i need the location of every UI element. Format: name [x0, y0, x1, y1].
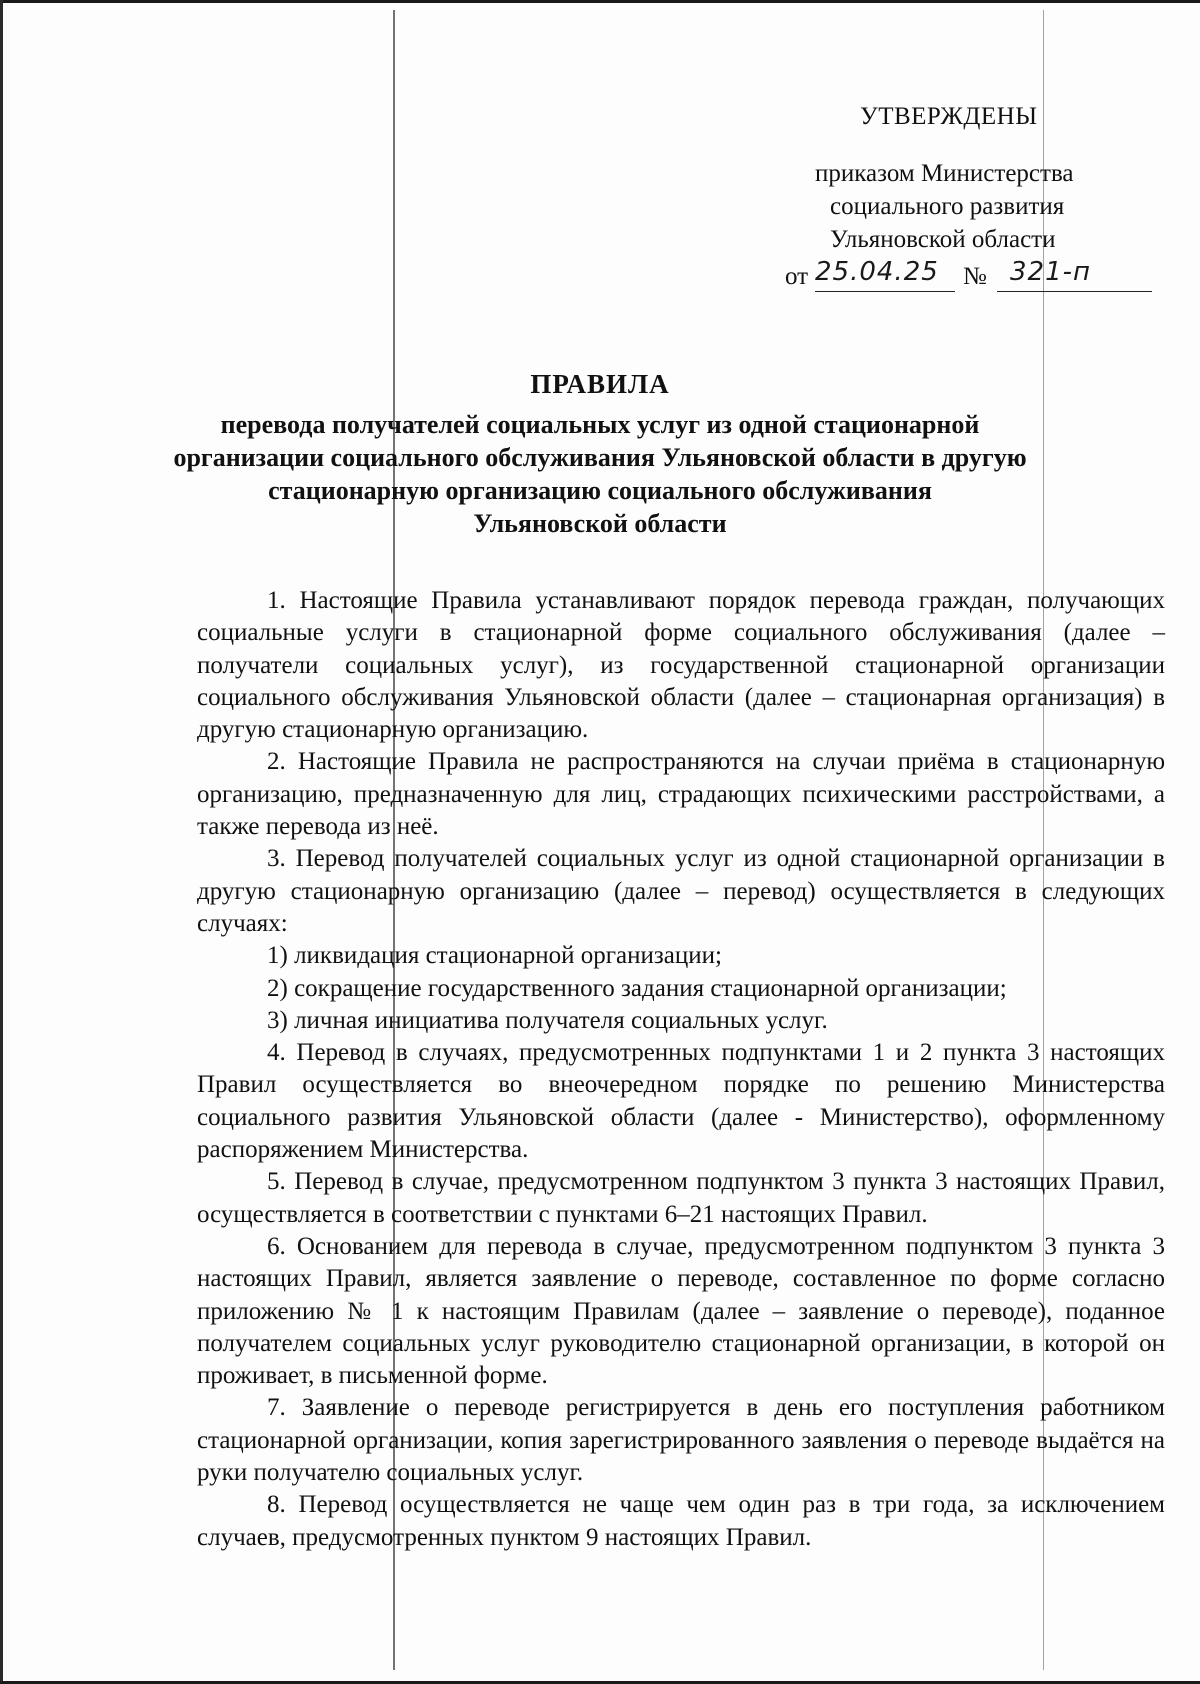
paragraph-7: 7. Заявление о переводе регистрируется в день его поступления работником стационарной организации, копия зарегистрированного заявления о переводе выдаётся на руки получателю социальных услуг.: [197, 1394, 1165, 1487]
approval-date-number-row: [785, 258, 1155, 298]
subitem-3-2: 2) сокращение государственного задания стационарной организации;: [267, 974, 1007, 1002]
approval-region-line: Ульяновской области: [830, 226, 1056, 253]
subitem-3-3: 3) личная инициатива получателя социальных услуг.: [267, 1006, 828, 1034]
document-subtitle-line: организации социального обслуживания Ульяновской области в другую: [173, 443, 1027, 472]
document-body: [197, 585, 1165, 1554]
approval-title: УТВЕРЖДЕНЫ: [860, 103, 1038, 130]
date-underline: [815, 291, 955, 292]
paragraph-8: 8. Перевод осуществляется не чаще чем один раз в три года, за исключением случаев, предусмотренных пунктом 9 настоящих Правил.: [197, 1491, 1165, 1551]
date-prefix: от: [785, 263, 809, 290]
handwritten-number: 321-п: [1010, 257, 1092, 287]
approval-order-line: приказом Министерства: [815, 160, 1074, 187]
number-underline: [997, 291, 1152, 292]
number-prefix: №: [963, 263, 987, 290]
paragraph-4: 4. Перевод в случаях, предусмотренных подпунктами 1 и 2 пункта 3 настоящих Правил осуществляется во внеочередном порядке по решению Министерства социального развития Ульяновской области (далее - Министерство), оформленному распоряжением Министерства.: [197, 1039, 1165, 1164]
paragraph-1: 1. Настоящие Правила устанавливают порядок перевода граждан, получающих социальные услуги в стационарной форме социального обслуживания (далее – получатели социальных услуг), из государственной стационарной организации социального обслуживания Ульяновской области (далее – стационарная организация) в другую стационарную организацию.: [197, 587, 1165, 744]
document-heading: ПРАВИЛА: [530, 369, 670, 399]
scan-border-top: [0, 0, 1200, 3]
paragraph-5: 5. Перевод в случае, предусмотренном подпунктом 3 пункта 3 настоящих Правил, осуществляется в соответствии с пунктами 6–21 настоящих Правил.: [197, 1168, 1165, 1228]
paragraph-6: 6. Основанием для перевода в случае, предусмотренном подпунктом 3 пункта 3 настоящих Правил, является заявление о переводе, составленное по форме согласно приложению № 1 к настоящим Правилам (далее – заявление о переводе), поданное получателем социальных услуг руководителю стационарной организации, в которой он проживает, в письменной форме.: [197, 1232, 1165, 1390]
document-title: [0, 368, 1200, 540]
scan-border-left: [0, 0, 3, 1684]
paragraph-3: 3. Перевод получателей социальных услуг из одной стационарной организации в другую стационарную организацию (далее – перевод) осуществляется в следующих случаях:: [197, 845, 1165, 937]
approval-ministry-line: социального развития: [830, 193, 1065, 220]
document-subtitle-line: Ульяновской области: [473, 509, 727, 538]
document-subtitle-line: перевода получателей социальных услуг из одной стационарной: [220, 410, 980, 439]
document-subtitle-line: стационарную организацию социального обслуживания: [268, 476, 932, 505]
handwritten-date: 25.04.25: [815, 257, 939, 287]
paragraph-2: 2. Настоящие Правила не распространяются на случаи приёма в стационарную организацию, предназначенную для лиц, страдающих психическими расстройствами, а также перевода из неё.: [197, 748, 1165, 841]
subitem-3-1: 1) ликвидация стационарной организации;: [267, 942, 722, 970]
